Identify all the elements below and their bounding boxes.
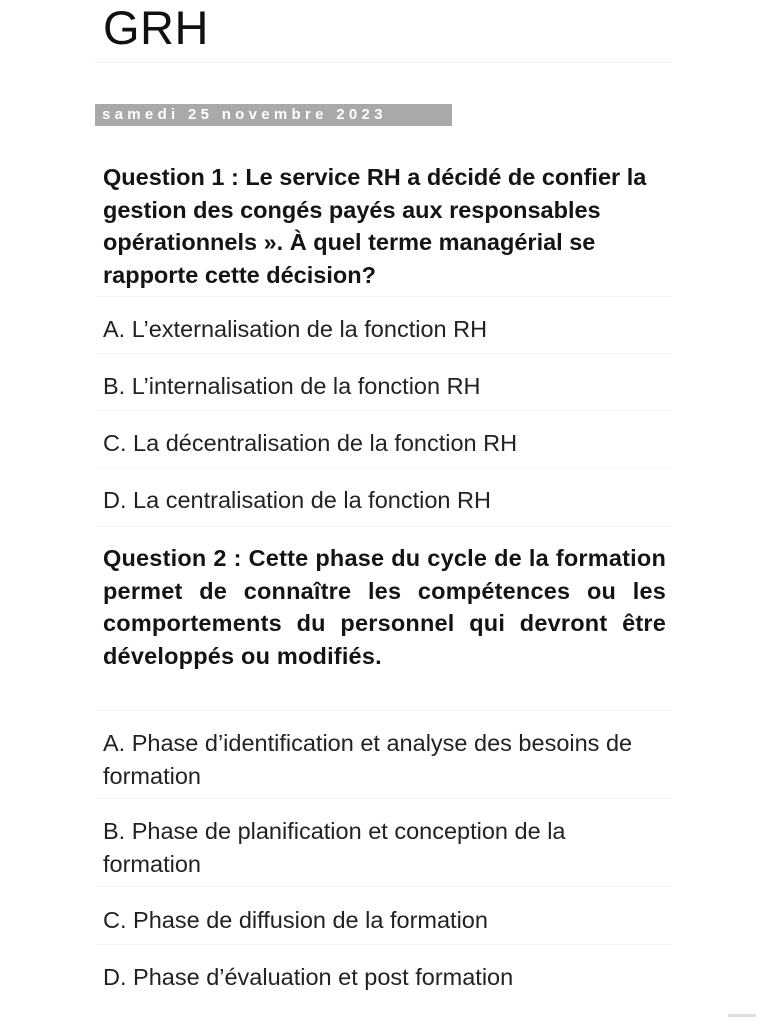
post-date-banner: samedi 25 novembre 2023 (95, 104, 452, 126)
content-divider (95, 944, 673, 945)
question-1-option-d: D. La centralisation de la fonction RH (103, 487, 491, 513)
question-2-option-a: A. Phase d’identification et analyse des besoins de formation (103, 730, 633, 789)
content-divider (95, 798, 673, 799)
content-divider (95, 467, 673, 468)
question-1-text: Question 1 : Le service RH a décidé de confier la gestion des congés payés aux responsables opérationnels ». À quel terme managérial se rapporte cette décision? (103, 164, 647, 288)
question-2-option-c: C. Phase de diffusion de la formation (103, 907, 488, 933)
content-divider (95, 710, 673, 711)
blog-title[interactable]: GRH (103, 1, 209, 54)
content-divider (95, 886, 673, 887)
title-divider (95, 62, 673, 63)
question-2-option-b: B. Phase de planification et conception de la formation (103, 818, 566, 877)
content-divider (95, 296, 673, 297)
question-1-option-c: C. La décentralisation de la fonction RH (103, 430, 518, 456)
watermark-mark (728, 1014, 756, 1017)
content-divider (95, 410, 673, 411)
question-2-option-d: D. Phase d’évaluation et post formation (103, 964, 514, 990)
question-2-text: Question 2 : Cette phase du cycle de la formation permet de connaître les compétences ou les comportements du personnel qui devront être développés ou modifiés. (103, 545, 666, 669)
content-divider (95, 353, 673, 354)
question-1-option-b: B. L’internalisation de la fonction RH (103, 373, 481, 399)
question-1-option-a: A. L’externalisation de la fonction RH (103, 316, 488, 342)
content-divider (95, 526, 673, 527)
